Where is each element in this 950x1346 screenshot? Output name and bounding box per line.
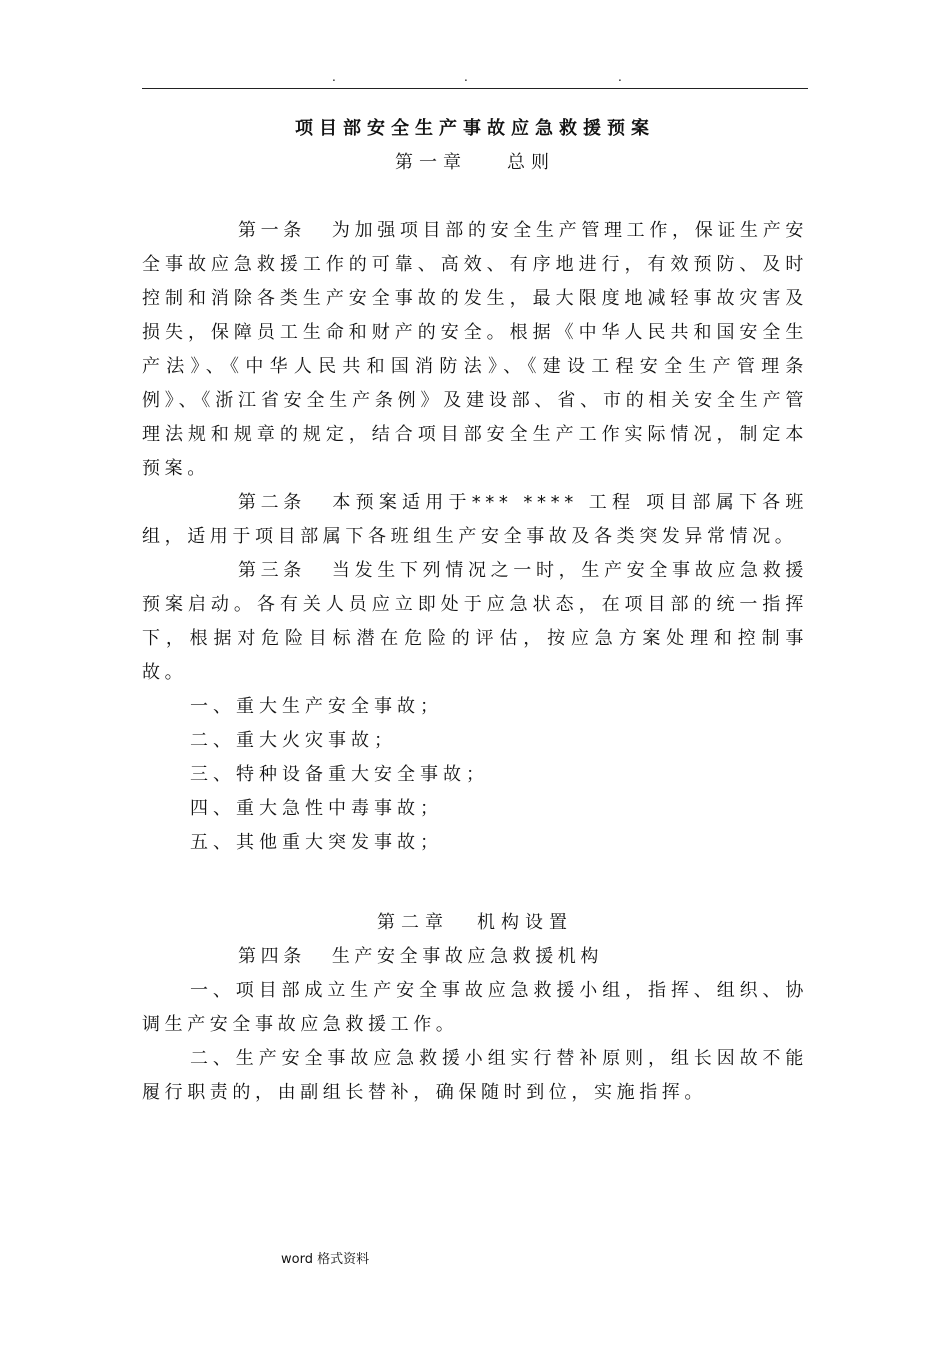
article-4 [142, 940, 808, 974]
article-label: 第三条 [238, 560, 306, 581]
document-body [142, 112, 808, 1110]
article-text: 当发生下列情况之一时，生产安全事故应急救援预案启动。各有关人员应立即处于应急状态，在项目部的统一指挥下，根据对危险目标潜在危险的评估，按应急方案处理和控制事故。 [142, 560, 808, 683]
header-rule [142, 88, 808, 89]
chapter-name: 机构设置 [477, 912, 573, 933]
article-text: 本预案适用于*** **** 工程 项目部属下各班组，适用于项目部属下各班组生产安全事故及各类突发异常情况。 [142, 492, 808, 547]
list-item: 三、特种设备重大安全事故； [190, 764, 489, 785]
article-label: 第二条 [238, 492, 306, 513]
list-item: 二、重大火灾事故； [190, 730, 397, 751]
article-label: 第四条 [238, 946, 306, 967]
footer-text: word 格式资料 [281, 1252, 370, 1267]
document-title: 项目部安全生产事故应急救援预案 [295, 118, 655, 139]
article-4-item-1: 一、项目部成立生产安全事故应急救援小组，指挥、组织、协调生产安全事故应急救援工作。 [142, 980, 808, 1035]
article-text: 为加强项目部的安全生产管理工作，保证生产安全事故应急救援工作的可靠、高效、有序地进行，有效预防、及时控制和消除各类生产安全事故的发生，最大限度地减轻事故灾害及损失，保障员工生命和财产的安全。根据《中华人民共和国安全生产法》、《中华人民共和国消防法》、《建设工程安全生产管理条例》、《浙江省安全生产条例》及建设部、省、市的相关安全生产管理法规和规章的规定，结合项目部安全生产工作实际情况，制定本预案。 [142, 220, 808, 479]
header-dot: . [332, 70, 336, 84]
list-item: 四、重大急性中毒事故； [190, 798, 443, 819]
article-2 [142, 486, 808, 554]
chapter-heading-2 [142, 906, 808, 940]
header-dot: . [618, 70, 622, 84]
article-1 [142, 214, 808, 486]
article-label: 第一条 [238, 220, 306, 241]
article-3 [142, 554, 808, 690]
list-item: 一、重大生产安全事故； [190, 696, 443, 717]
article-4-item-2: 二、生产安全事故应急救援小组实行替补原则，组长因故不能履行职责的，由副组长替补，确保随时到位，实施指挥。 [142, 1048, 808, 1103]
chapter-name: 总则 [507, 152, 555, 173]
chapter-label: 第二章 [377, 912, 449, 933]
header-dot: . [464, 70, 468, 84]
header-dots [142, 70, 808, 84]
list-item: 五、其他重大突发事故； [190, 832, 443, 853]
chapter-heading-1 [142, 146, 808, 180]
article-text: 生产安全事故应急救援机构 [331, 946, 604, 967]
chapter-label: 第一章 [395, 152, 467, 173]
